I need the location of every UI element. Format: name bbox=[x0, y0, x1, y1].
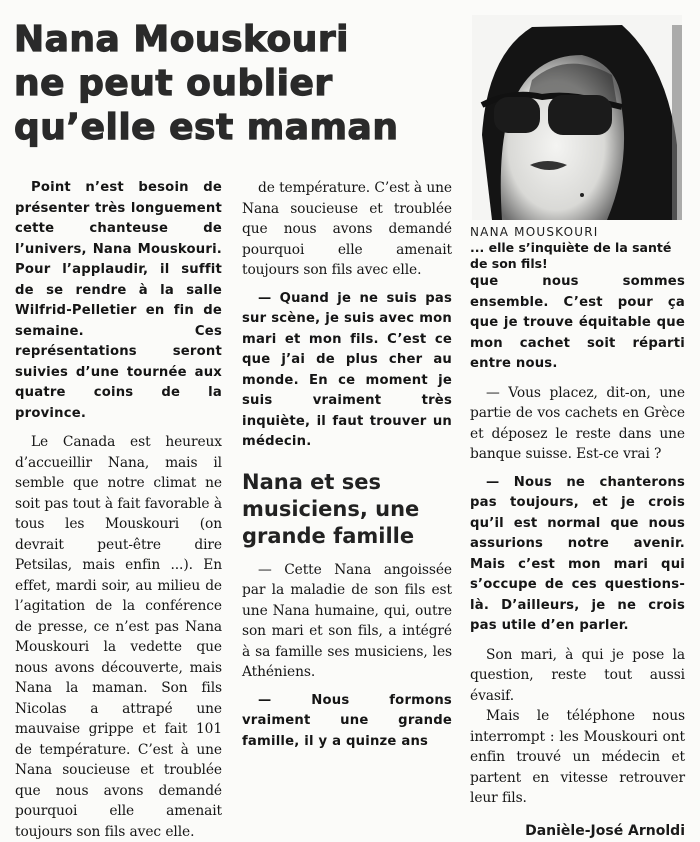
portrait-illustration bbox=[472, 15, 682, 220]
column-2 bbox=[242, 178, 452, 760]
paragraph-1: Le Canada est heureux d’accueillir Nana, mais il semble que notre climat ne soit pas tout à fait favorable à tous les Mouskouri (on devrait peut-être dire Petsilas, mais enfin ...). En effet, mardi soir, au milieu de l’agitation de la conférence de presse, ce n’est pas Nana Mouskouri la vedette que nous avons découverte, mais Nana la maman. Son fils Nicolas a attrapé une mauvaise grippe et fait 101 de température. C’est à une Nana soucieuse et troublée que nous avons demandé pourquoi elle amenait toujours son fils avec elle. bbox=[15, 434, 222, 840]
column-3 bbox=[470, 272, 685, 841]
quote-1: — Quand je ne suis pas sur scène, je suis avec mon mari et mon fils. C’est ce que j’ai de plus cher au monde. En ce moment je suis vraiment très inquiète, il faut trouver un médecin. bbox=[242, 290, 452, 449]
subheading: Nana et ses musiciens, une grande famille bbox=[242, 469, 420, 548]
caption-text: ... elle s’inquiète de la santé de son fils! bbox=[470, 240, 672, 271]
quote-2: — Nous formons vraiment une grande famille, il y a quinze ans bbox=[242, 692, 452, 749]
paragraph-2: — Cette Nana angoissée par la maladie de son fils est une Nana humaine, qui, outre son mari et son fils, a intégré à sa famille ses musiciens, les Athéniens. bbox=[242, 561, 452, 680]
headline-line-1: Nana Mouskouri bbox=[14, 19, 349, 60]
portrait-photo bbox=[472, 15, 682, 220]
column-1 bbox=[15, 178, 222, 840]
caption-name: NANA MOUSKOURI bbox=[470, 225, 599, 239]
headline-line-3: qu’elle est maman bbox=[14, 107, 399, 148]
lead-paragraph: Point n’est besoin de présenter très longuement cette chanteuse de l’univers, Nana Mouskouri. Pour l’applaudir, il suffit de se rendre à la salle Wilfrid-Pelletier en fin de semaine. Ces représentations seront suivies d’une tournée aux quatre coins de la province. bbox=[15, 180, 222, 421]
quote-3: — Nous ne chanterons pas toujours, et je crois qu’il est normal que nous assurions notre avenir. Mais c’est mon mari qui s’occupe de ces questions-là. D’ailleurs, je ne crois pas utile d’en parler. bbox=[470, 474, 685, 633]
paragraph-1-continued: de température. C’est à une Nana soucieuse et troublée que nous avons demandé pourquoi elle amenait toujours son fils avec elle. bbox=[242, 180, 452, 278]
byline: Danièle-José Arnoldi bbox=[525, 822, 685, 839]
headline bbox=[14, 18, 454, 150]
paragraph-4: Mais le téléphone nous interrompt : les Mouskouri ont enfin trouvé un médecin et partent en vitesse retrouver leur fils. bbox=[470, 708, 685, 806]
photo-caption bbox=[470, 225, 685, 272]
quote-2-continued: que nous sommes ensemble. C’est pour ça que je trouve équitable que mon cachet soit réparti entre nous. bbox=[470, 274, 685, 371]
headline-line-2: ne peut oublier bbox=[14, 63, 333, 104]
question: — Vous placez, dit-on, une partie de vos cachets en Grèce et déposez le reste dans une banque suisse. Est-ce vrai ? bbox=[470, 384, 685, 462]
paragraph-3: Son mari, à qui je pose la question, reste tout aussi évasif. bbox=[470, 646, 685, 704]
